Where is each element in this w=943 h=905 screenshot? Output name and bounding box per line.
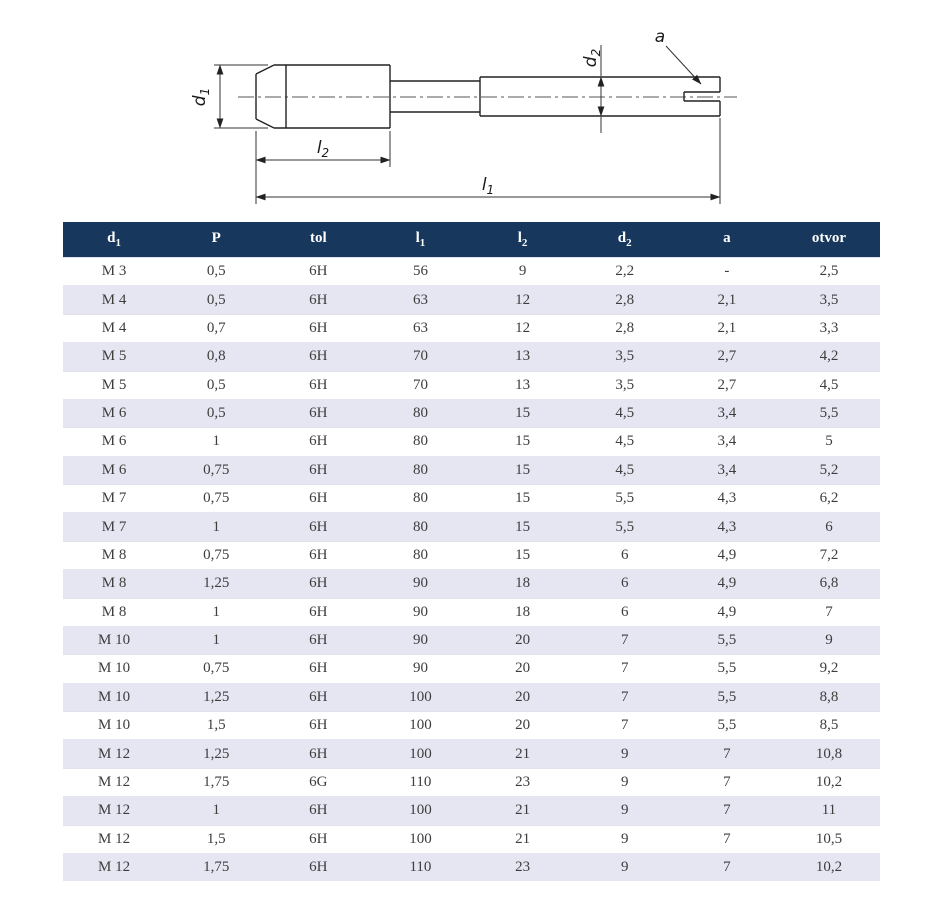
table-cell: 10,2	[778, 768, 880, 796]
table-cell: 90	[369, 570, 471, 598]
table-row	[63, 655, 880, 683]
table-cell: 5,5	[574, 513, 676, 541]
table-cell: 80	[369, 428, 471, 456]
table-cell: 8,5	[778, 712, 880, 740]
table-cell: 6	[574, 541, 676, 569]
table-cell: M 3	[63, 258, 165, 286]
table-cell: 4,2	[778, 343, 880, 371]
table-cell: 5,5	[574, 485, 676, 513]
table-cell: M 6	[63, 428, 165, 456]
table-cell: 1	[165, 598, 267, 626]
table-cell: 13	[472, 343, 574, 371]
table-cell: 7,2	[778, 541, 880, 569]
table-cell: M 6	[63, 399, 165, 427]
table-cell: 80	[369, 513, 471, 541]
table-cell: 0,75	[165, 456, 267, 484]
table-cell: 4,5	[778, 371, 880, 399]
column-header-d1: $d_1$	[63, 222, 165, 258]
table-cell: 4,9	[676, 570, 778, 598]
table-row	[63, 825, 880, 853]
table-cell: 6H	[267, 286, 369, 314]
table-cell: 1	[165, 626, 267, 654]
table-cell: M 12	[63, 768, 165, 796]
table-cell: 1,25	[165, 570, 267, 598]
table-cell: 20	[472, 712, 574, 740]
table-cell: 5,5	[778, 399, 880, 427]
table-cell: 11	[778, 797, 880, 825]
table-cell: 15	[472, 428, 574, 456]
table-cell: 90	[369, 655, 471, 683]
table-cell: 3,5	[778, 286, 880, 314]
table-cell: 0,75	[165, 485, 267, 513]
table-cell: 9	[472, 258, 574, 286]
table-cell: 80	[369, 485, 471, 513]
table-cell: 6H	[267, 626, 369, 654]
table-cell: 7	[778, 598, 880, 626]
table-cell: 100	[369, 740, 471, 768]
table-cell: 7	[676, 768, 778, 796]
table-cell: 9	[574, 825, 676, 853]
table-cell: 23	[472, 853, 574, 881]
table-cell: 6H	[267, 456, 369, 484]
table-cell: 4,3	[676, 485, 778, 513]
label-d1: $d_1$	[190, 87, 212, 107]
table-cell: 63	[369, 286, 471, 314]
table-cell: 7	[574, 655, 676, 683]
table-cell: 13	[472, 371, 574, 399]
table-cell: 7	[574, 683, 676, 711]
table-cell: M 7	[63, 485, 165, 513]
label-a: a	[654, 27, 666, 47]
table-cell: 10,8	[778, 740, 880, 768]
table-cell: 6H	[267, 485, 369, 513]
table-cell: 0,5	[165, 371, 267, 399]
table-cell: 12	[472, 314, 574, 342]
table-cell: 21	[472, 740, 574, 768]
table-cell: 56	[369, 258, 471, 286]
table-cell: 1,25	[165, 740, 267, 768]
table-row	[63, 513, 880, 541]
table-cell: 63	[369, 314, 471, 342]
table-cell: 6H	[267, 825, 369, 853]
table-cell: 9,2	[778, 655, 880, 683]
table-cell: 6G	[267, 768, 369, 796]
table-cell: 3,4	[676, 428, 778, 456]
table-cell: 2,8	[574, 286, 676, 314]
column-header-tol: tol	[267, 222, 369, 258]
table-cell: 15	[472, 513, 574, 541]
table-cell: 10,5	[778, 825, 880, 853]
table-row	[63, 712, 880, 740]
table-cell: 3,5	[574, 343, 676, 371]
table-cell: 6H	[267, 797, 369, 825]
table-cell: 6H	[267, 541, 369, 569]
table-cell: 9	[574, 740, 676, 768]
table-row	[63, 258, 880, 286]
table-cell: 6H	[267, 683, 369, 711]
table-cell: 1	[165, 428, 267, 456]
table-cell: 0,5	[165, 258, 267, 286]
table-cell: 0,5	[165, 286, 267, 314]
table-row	[63, 456, 880, 484]
table-header-row	[63, 222, 880, 258]
table-cell: 23	[472, 768, 574, 796]
table-cell: M 4	[63, 314, 165, 342]
column-header-l2: $l_2$	[472, 222, 574, 258]
table-row	[63, 485, 880, 513]
table-cell: 9	[778, 626, 880, 654]
table-cell: 7	[574, 626, 676, 654]
table-cell: 90	[369, 626, 471, 654]
table-cell: 5,5	[676, 712, 778, 740]
table-row	[63, 797, 880, 825]
table-cell: 6H	[267, 314, 369, 342]
table-cell: 6H	[267, 740, 369, 768]
table-cell: 21	[472, 825, 574, 853]
table-cell: 1,5	[165, 825, 267, 853]
table-cell: M 8	[63, 570, 165, 598]
table-cell: 7	[574, 712, 676, 740]
table-cell: 12	[472, 286, 574, 314]
table-cell: 6H	[267, 343, 369, 371]
table-row	[63, 371, 880, 399]
table-cell: M 5	[63, 371, 165, 399]
table-cell: 6	[574, 570, 676, 598]
table-cell: 6H	[267, 853, 369, 881]
table-cell: 9	[574, 797, 676, 825]
table-cell: 9	[574, 853, 676, 881]
table-cell: M 7	[63, 513, 165, 541]
table-cell: 1,75	[165, 768, 267, 796]
table-cell: 1	[165, 513, 267, 541]
table-cell: M 4	[63, 286, 165, 314]
table-cell: 7	[676, 825, 778, 853]
table-cell: M 12	[63, 853, 165, 881]
table-cell: 6	[574, 598, 676, 626]
table-row	[63, 598, 880, 626]
table-cell: 100	[369, 712, 471, 740]
table-cell: 0,75	[165, 655, 267, 683]
table-cell: 7	[676, 853, 778, 881]
table-cell: M 10	[63, 626, 165, 654]
table-cell: M 12	[63, 797, 165, 825]
column-header-a: a	[676, 222, 778, 258]
leader-a	[666, 46, 701, 84]
table-cell: 90	[369, 598, 471, 626]
column-header-p: P	[165, 222, 267, 258]
table-cell: 15	[472, 485, 574, 513]
table-header	[63, 222, 880, 258]
table-row	[63, 570, 880, 598]
table-cell: 4,9	[676, 598, 778, 626]
table-cell: 7	[676, 797, 778, 825]
table-cell: 0,75	[165, 541, 267, 569]
table-cell: 4,3	[676, 513, 778, 541]
label-l1: $l_1$	[481, 175, 495, 197]
table-cell: 6	[778, 513, 880, 541]
table-cell: 6H	[267, 655, 369, 683]
table-cell: 3,4	[676, 399, 778, 427]
table-cell: 10,2	[778, 853, 880, 881]
label-l2: $l_2$	[316, 138, 330, 160]
table-cell: 21	[472, 797, 574, 825]
table-cell: 3,4	[676, 456, 778, 484]
tap-technical-drawing	[0, 0, 943, 222]
table-cell: 6H	[267, 598, 369, 626]
table-cell: 2,5	[778, 258, 880, 286]
table-cell: 15	[472, 541, 574, 569]
table-cell: M 12	[63, 740, 165, 768]
table-cell: 80	[369, 541, 471, 569]
table-cell: 5	[778, 428, 880, 456]
table-cell: 100	[369, 797, 471, 825]
table-cell: 6H	[267, 371, 369, 399]
table-row	[63, 399, 880, 427]
table-cell: M 12	[63, 825, 165, 853]
technical-drawing-area	[0, 0, 943, 222]
table-cell: 6H	[267, 258, 369, 286]
table-row	[63, 740, 880, 768]
table-cell: 80	[369, 399, 471, 427]
table-cell: 2,7	[676, 343, 778, 371]
column-header-otvor: otvor	[778, 222, 880, 258]
table-body	[63, 258, 880, 882]
table-cell: 0,7	[165, 314, 267, 342]
table-cell: 4,9	[676, 541, 778, 569]
table-cell: 6,2	[778, 485, 880, 513]
table-cell: 3,3	[778, 314, 880, 342]
table-cell: 5,5	[676, 655, 778, 683]
table-cell: 1	[165, 797, 267, 825]
table-cell: M 5	[63, 343, 165, 371]
table-cell: 70	[369, 371, 471, 399]
table-cell: 2,1	[676, 286, 778, 314]
table-cell: 5,5	[676, 683, 778, 711]
table-cell: 5,2	[778, 456, 880, 484]
table-row	[63, 768, 880, 796]
table-cell: 7	[676, 740, 778, 768]
table-cell: M 8	[63, 541, 165, 569]
table-cell: 15	[472, 456, 574, 484]
table-cell: 110	[369, 853, 471, 881]
table-row	[63, 683, 880, 711]
table-row	[63, 343, 880, 371]
table-cell: 6H	[267, 399, 369, 427]
table-row	[63, 853, 880, 881]
table-cell: 0,5	[165, 399, 267, 427]
table-cell: 70	[369, 343, 471, 371]
table-cell: 0,8	[165, 343, 267, 371]
column-header-d2: $d_2$	[574, 222, 676, 258]
table-cell: 4,5	[574, 399, 676, 427]
table-row	[63, 428, 880, 456]
table-cell: 9	[574, 768, 676, 796]
table-cell: -	[676, 258, 778, 286]
table-cell: 4,5	[574, 428, 676, 456]
table-cell: 4,5	[574, 456, 676, 484]
table-cell: 5,5	[676, 626, 778, 654]
table-cell: 6H	[267, 712, 369, 740]
table-cell: 20	[472, 626, 574, 654]
table-cell: 6H	[267, 428, 369, 456]
table-cell: 2,2	[574, 258, 676, 286]
table-cell: M 10	[63, 712, 165, 740]
table-cell: 8,8	[778, 683, 880, 711]
table-row	[63, 541, 880, 569]
table-cell: 1,75	[165, 853, 267, 881]
table-row	[63, 314, 880, 342]
table-cell: 18	[472, 570, 574, 598]
label-d2: $d_2$	[581, 48, 603, 68]
table-row	[63, 626, 880, 654]
table-cell: 6H	[267, 570, 369, 598]
table-row	[63, 286, 880, 314]
table-cell: 1,25	[165, 683, 267, 711]
table-cell: M 8	[63, 598, 165, 626]
table-cell: M 10	[63, 655, 165, 683]
table-cell: M 6	[63, 456, 165, 484]
table-cell: 20	[472, 683, 574, 711]
table-cell: 15	[472, 399, 574, 427]
table-cell: M 10	[63, 683, 165, 711]
table-cell: 110	[369, 768, 471, 796]
table-cell: 3,5	[574, 371, 676, 399]
dimensions-table	[63, 222, 880, 881]
table-cell: 20	[472, 655, 574, 683]
table-cell: 2,1	[676, 314, 778, 342]
table-cell: 1,5	[165, 712, 267, 740]
table-cell: 6,8	[778, 570, 880, 598]
table-cell: 80	[369, 456, 471, 484]
table-cell: 100	[369, 825, 471, 853]
column-header-l1: $l_1$	[369, 222, 471, 258]
table-cell: 6H	[267, 513, 369, 541]
table-cell: 100	[369, 683, 471, 711]
table-cell: 18	[472, 598, 574, 626]
table-cell: 2,7	[676, 371, 778, 399]
table-cell: 2,8	[574, 314, 676, 342]
